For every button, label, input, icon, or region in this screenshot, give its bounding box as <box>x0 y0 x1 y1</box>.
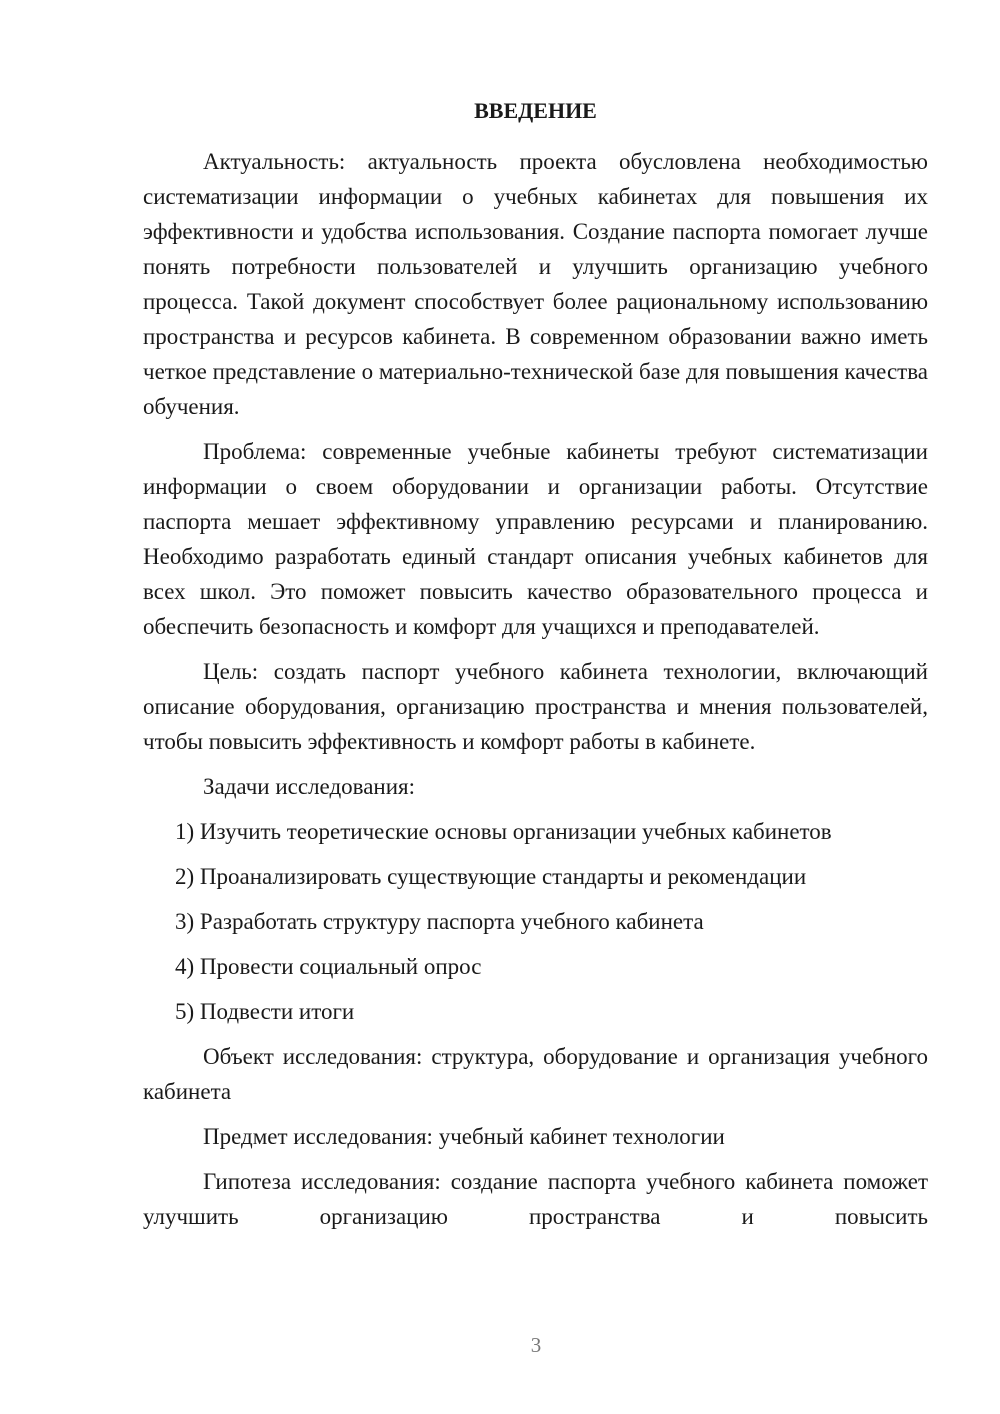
task-item: 2) Проанализировать существующие стандарты и рекомендации <box>175 864 807 889</box>
goal-paragraph: Цель: создать паспорт учебного кабинета технологии, включающий описание оборудования, организацию пространства и мнения пользователей, чтобы повысить эффективность и комфорт работы в кабинете. <box>143 659 928 754</box>
problem-paragraph: Проблема: современные учебные кабинеты требуют систематизации информации о своем оборудовании и организации работы. Отсутствие паспорта мешает эффективному управлению ресурсами и планированию. Необходимо разработать единый стандарт описания учебных кабинетов для всех школ. Это поможет повысить качество образовательного процесса и обеспечить безопасность и комфорт для учащихся и преподавателей. <box>143 439 928 639</box>
task-item: 3) Разработать структуру паспорта учебного кабинета <box>175 909 704 934</box>
tasks-heading: Задачи исследования: <box>203 774 416 799</box>
section-title: ВВЕДЕНИЕ <box>474 98 597 123</box>
subject-paragraph: Предмет исследования: учебный кабинет технологии <box>203 1124 725 1149</box>
task-item: 1) Изучить теоретические основы организации учебных кабинетов <box>175 819 832 844</box>
task-item: 4) Провести социальный опрос <box>175 954 482 979</box>
page-content <box>143 96 928 1234</box>
page-number: 3 <box>530 1333 542 1357</box>
hypothesis-paragraph: Гипотеза исследования: создание паспорта учебного кабинета поможет улучшить организацию пространства и повысить <box>143 1169 928 1229</box>
tasks-list <box>143 814 928 1029</box>
task-item: 5) Подвести итоги <box>175 999 355 1024</box>
object-paragraph: Объект исследования: структура, оборудование и организация учебного кабинета <box>143 1044 928 1104</box>
relevance-paragraph: Актуальность: актуальность проекта обусловлена необходимостью систематизации информации о учебных кабинетах для повышения их эффективности и удобства использования. Создание паспорта помогает лучше понять потребности пользователей и улучшить организацию учебного процесса. Такой документ способствует более рациональному использованию пространства и ресурсов кабинета. В современном образовании важно иметь четкое представление о материально-технической базе для повышения качества обучения. <box>143 149 928 419</box>
